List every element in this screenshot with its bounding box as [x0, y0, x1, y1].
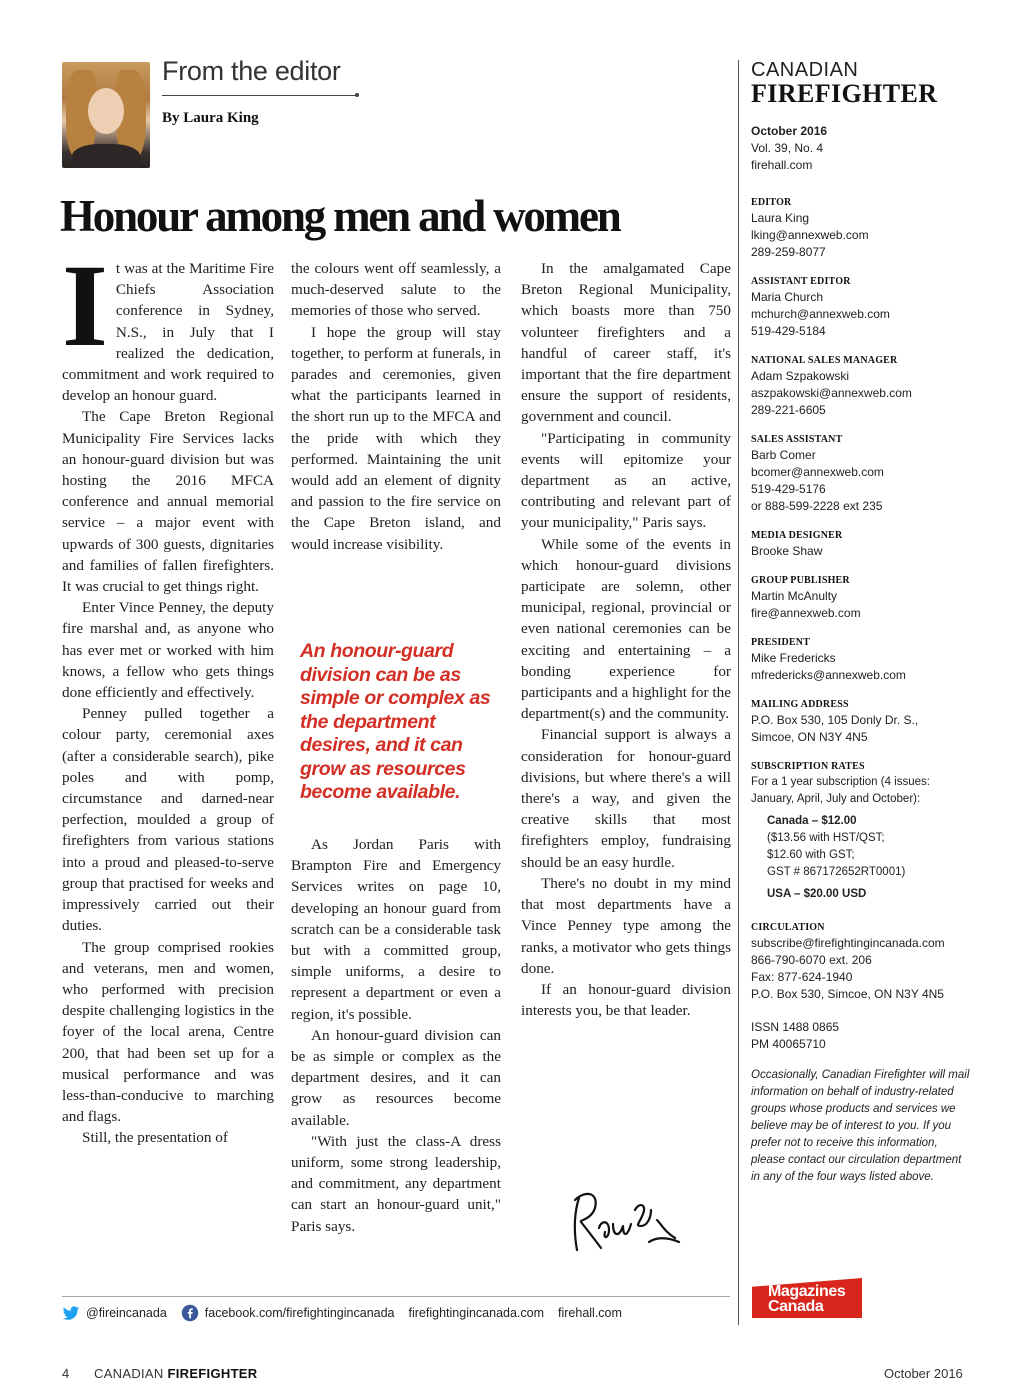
facebook-link[interactable] [181, 1304, 395, 1322]
sales-assistant-phone-alt: or 888-599-2228 ext 235 [751, 499, 883, 513]
president-heading: PRESIDENT [751, 637, 811, 648]
media-designer-heading: MEDIA DESIGNER [751, 530, 843, 541]
circulation-fax: Fax: 877-624-1940 [751, 970, 853, 984]
page-number: 4 [62, 1366, 70, 1381]
paragraph: t was at the Maritime Fire Chiefs Association conference in Sydney, N.S., in July that I realized the dedication, commitment and work required to develop an honour guard. [62, 260, 274, 405]
twitter-handle: @fireincanada [86, 1306, 167, 1320]
group-publisher-heading: GROUP PUBLISHER [751, 575, 850, 586]
pull-quote: An honour-guard division can be as simple or complex as the department desires, and it can grow as resources become available. [300, 640, 491, 803]
assistant-editor-phone: 519-429-5184 [751, 324, 826, 338]
article-column-3 [521, 258, 731, 1021]
sales-assistant-heading: SALES ASSISTANT [751, 434, 843, 445]
sales-manager-phone: 289-221-6605 [751, 403, 826, 417]
media-designer-name: Brooke Shaw [751, 544, 823, 558]
editor-email[interactable]: lking@annexweb.com [751, 228, 869, 242]
sales-assistant-email[interactable]: bcomer@annexweb.com [751, 465, 884, 479]
issue-volume: Vol. 39, No. 4 [751, 141, 824, 155]
paragraph: As Jordan Paris with Brampton Fire and Emergency Services writes on page 10, developing an honour guard from scratch can be a considerable task but with a committed group, simple uniforms, a desire to represent a department or even a region, it's possible. [291, 836, 501, 1023]
assistant-editor-email[interactable]: mchurch@annexweb.com [751, 307, 890, 321]
paragraph: There's no doubt in my mind that most departments have a Vince Penney type among the ranks, a motivator who gets things done. [521, 874, 731, 977]
paragraph: If an honour-guard division interests you, be that leader. [521, 980, 731, 1020]
subscription-gst-number: GST # 867172652RT0001) [767, 866, 906, 878]
subscription-hst: ($13.56 with HST/QST; [767, 832, 885, 844]
masthead-sidebar [751, 60, 973, 1186]
twitter-link[interactable] [62, 1304, 167, 1322]
website-link[interactable]: firehall.com [751, 158, 813, 172]
subscription-gst: $12.60 with GST; [767, 849, 855, 861]
drop-cap: I [62, 240, 108, 371]
circulation-phone: 866-790-6070 ext. 206 [751, 953, 872, 967]
pm-number: PM 40065710 [751, 1037, 826, 1051]
social-links [62, 1304, 636, 1322]
section-title: From the editor [162, 56, 341, 86]
article-column-1 [62, 240, 274, 1149]
mailing-address-line: Simcoe, ON N3Y 4N5 [751, 730, 868, 744]
byline: By Laura King [162, 110, 259, 126]
website-link-1[interactable]: firefightingincanada.com [408, 1306, 545, 1320]
article-column-2-bottom [291, 834, 501, 1237]
signature-image [565, 1180, 685, 1260]
paragraph: Financial support is always a consideration for honour-guard divisions, but where there's a will there's a way, and given the creative skills that most firefighters employ, fundraising should be an easy hurdle. [521, 726, 731, 871]
masthead-title-top: CANADIAN [751, 59, 859, 81]
paragraph: Penney pulled together a colour party, ceremonial axes (after a considerable search), pike poles and with pomp, circumstance and darned-near perfection, moulded a group of firefighters from various stations into a proud and pleased-to-serve group that practised for weeks and impressively carried out their duties. [62, 705, 274, 935]
sidebar-divider [738, 60, 739, 1325]
magazines-canada-logo: Magazines Canada [752, 1278, 862, 1320]
subscription-canada: Canada – $12.00 [767, 815, 857, 827]
assistant-editor-heading: ASSISTANT EDITOR [751, 276, 851, 287]
subscription-heading: SUBSCRIPTION RATES [751, 761, 865, 772]
facebook-url: facebook.com/firefightingincanada [204, 1306, 395, 1320]
editor-phone: 289-259-8077 [751, 245, 826, 259]
paragraph: I hope the group will stay together, to perform at funerals, in parades and ceremonies, given what the participants learned in the short run up to the MFCA and the pride with which they performed. Maintaining the unit would add an element of dignity and passion to the fire service on the Cape Breton island, and would increase visibility. [291, 323, 501, 553]
circulation-heading: CIRCULATION [751, 922, 825, 933]
subscription-usa: USA – $20.00 USD [767, 888, 867, 900]
subscription-line: For a 1 year subscription (4 issues: [751, 776, 930, 788]
sales-manager-email[interactable]: aszpakowski@annexweb.com [751, 386, 912, 400]
website-link-2[interactable]: firehall.com [558, 1306, 622, 1320]
paragraph: the colours went off seamlessly, a much-deserved salute to the memories of those who served. [291, 260, 501, 320]
issn: ISSN 1488 0865 [751, 1020, 840, 1034]
paragraph: "With just the class-A dress uniform, some strong leadership, and commitment, any department can start an honour-guard unit," Paris says. [291, 1132, 501, 1235]
circulation-address: P.O. Box 530, Simcoe, ON N3Y 4N5 [751, 987, 944, 1001]
subscription-line: January, April, July and October): [751, 793, 921, 805]
paragraph: While some of the events in which honour-guard divisions participate are solemn, other municipal, regional, provincial or even national ceremonies can be exciting and entertaining – a bonding experience for participants and a highlight for the department(s) and the community. [521, 535, 731, 723]
circulation-email[interactable]: subscribe@firefightingincanada.com [751, 936, 945, 950]
twitter-icon [62, 1304, 80, 1322]
section-divider [162, 95, 356, 96]
privacy-note: Occasionally, Canadian Firefighter will mail information on behalf of industry-related groups whose products and services we believe may be of interest to you. If you prefer not to receive this information, please contact our circulation department in any of the four ways listed above. [751, 1069, 970, 1183]
facebook-icon [181, 1304, 199, 1322]
paragraph: In the amalgamated Cape Breton Regional Municipality, which boasts more than 750 volunteer firefighters and a handful of career staff, it's important that the fire department ensure the support of residents, government and council. [521, 260, 731, 426]
paragraph: Still, the presentation of [82, 1129, 228, 1147]
editor-name: Laura King [751, 211, 810, 225]
headline: Honour among men and women [60, 191, 620, 241]
president-email[interactable]: mfredericks@annexweb.com [751, 668, 906, 682]
paragraph: "Participating in community events will epitomize your department as an active, contributing and relevant part of your municipality," Paris says. [521, 429, 731, 532]
paragraph: An honour-guard division can be as simple or complex as the department desires, and it can grow as resources become available. [291, 1026, 501, 1129]
article-column-2 [291, 258, 501, 555]
paragraph: The group comprised rookies and veterans, men and women, who performed with precision despite challenging logistics in the foyer of the local arena, Centre 200, that had been set up for a musical performance and was less-than-conducive to marching and flags. [62, 938, 274, 1126]
group-publisher-email[interactable]: fire@annexweb.com [751, 606, 861, 620]
masthead-title-bottom: FIREFIGHTER [751, 79, 938, 108]
editor-heading: EDITOR [751, 197, 792, 208]
mailing-address-heading: MAILING ADDRESS [751, 699, 849, 710]
footer-masthead: CANADIAN FIREFIGHTER [94, 1366, 258, 1381]
sales-assistant-name: Barb Comer [751, 448, 816, 462]
assistant-editor-name: Maria Church [751, 290, 824, 304]
sales-manager-heading: NATIONAL SALES MANAGER [751, 355, 898, 366]
mailing-address-line: P.O. Box 530, 105 Donly Dr. S., [751, 713, 919, 727]
issue-date: October 2016 [751, 124, 828, 138]
sales-assistant-phone: 519-429-5176 [751, 482, 826, 496]
president-name: Mike Fredericks [751, 651, 836, 665]
paragraph: The Cape Breton Regional Municipality Fire Services lacks an honour-guard division but was hosting the 2016 MFCA conference and annual memorial service – a major event with upwards of 300 guests, dignitaries and families of fallen firefighters. It was crucial to get things right. [62, 408, 274, 596]
footer-date: October 2016 [884, 1366, 963, 1381]
paragraph: Enter Vince Penney, the deputy fire marshal and, as anyone who has ever met or worked with him knows, a fellow who gets things done efficiently and effectively. [62, 599, 274, 702]
sales-manager-name: Adam Szpakowski [751, 369, 850, 383]
footer-divider [62, 1296, 730, 1297]
group-publisher-name: Martin McAnulty [751, 589, 838, 603]
editor-photo [62, 62, 150, 168]
